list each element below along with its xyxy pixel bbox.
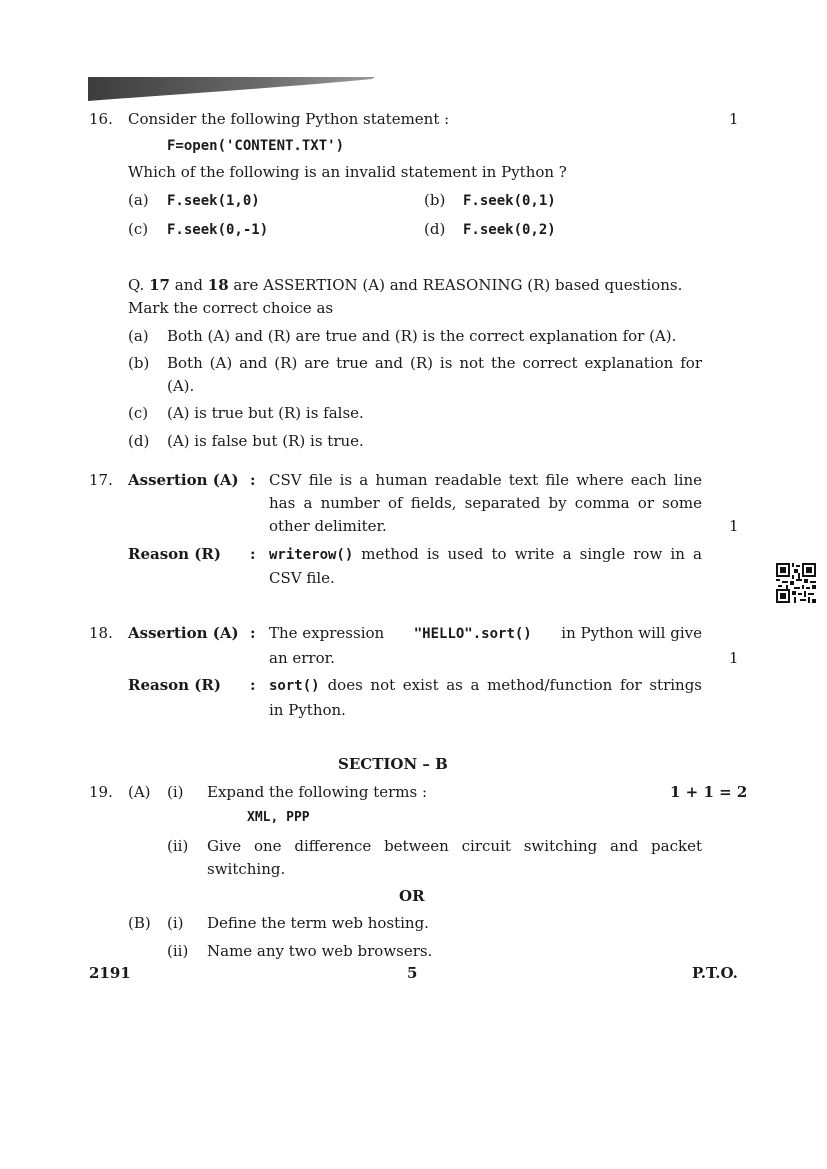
q18-reason-line2: in Python. [269,701,346,719]
q19-b-i-label: (i) [167,914,184,932]
q16-option-c-label: (c) [128,220,149,238]
q18-reason-code: sort() [269,678,320,694]
footer-pto: P.T.O. [692,964,738,982]
ar-choice-b-text-line1: Both (A) and (R) are true and (R) is not the correct explanation for [167,354,702,372]
ar-choice-c-text: (A) is true but (R) is false. [167,404,364,422]
q16-option-b-code: F.seek(0,1) [463,193,556,209]
q17-marks: 1 [729,517,739,535]
q16-code: F=open('CONTENT.TXT') [167,138,345,154]
q18-assertion-code: "HELLO".sort() [413,626,532,642]
q19-part-a-label: (A) [128,783,151,801]
ar-choice-b-label: (b) [128,354,150,372]
q16-option-d-code: F.seek(0,2) [463,222,556,238]
q18-marks: 1 [729,649,739,667]
q17-assertion-line2: has a number of fields, separated by comma or some [269,494,702,512]
q16-option-b-label: (b) [424,191,446,209]
q16-question: Which of the following is an invalid statement in Python ? [128,163,567,181]
q17-reason-text: method is used to write a single row in a [361,545,702,563]
q18-assertion-label: Assertion (A) [128,624,239,642]
q17-assertion-label: Assertion (A) [128,471,239,489]
q18-assertion-line2: an error. [269,649,335,667]
q19-terms: XML, PPP [247,810,310,825]
q17-number: 17. [89,471,113,489]
q18-reason-line1 [269,676,702,694]
q19-b-i-text: Define the term web hosting. [207,914,429,932]
q19-or: OR [399,887,425,905]
header-bar [88,77,375,101]
q19-marks: 1 + 1 = 2 [670,783,748,801]
q19-b-ii-text: Name any two web browsers. [207,942,433,960]
q18-assertion-post: in Python will give [561,624,702,642]
q18-assertion-line1 [269,624,702,642]
q17-assertion-colon: : [250,471,256,489]
q16-number: 16. [89,110,113,128]
q19-b-ii-label: (ii) [167,942,189,960]
q17-assertion-line1: CSV file is a human readable text file where each line [269,471,702,489]
q17-reason-line2: CSV file. [269,569,335,587]
ar-choice-c-label: (c) [128,404,149,422]
q17-reason-line1 [269,545,702,563]
q16-option-c-code: F.seek(0,-1) [167,222,269,238]
ar-choice-a-text: Both (A) and (R) are true and (R) is the correct explanation for (A). [167,327,677,345]
q18-number: 18. [89,624,113,642]
q17-assertion-line3: other delimiter. [269,517,387,535]
q19-number: 19. [89,783,113,801]
footer-page-number: 5 [407,964,418,982]
ar-intro-line2: Mark the correct choice as [128,299,334,317]
q19-a-ii-line1: Give one difference between circuit switching and packet [207,837,702,855]
ar-intro-line1: Q. 17 and 18 are ASSERTION (A) and REASONING (R) based questions. [128,276,683,294]
q18-reason-text: does not exist as a method/function for strings [327,676,702,694]
q17-reason-colon: : [250,545,256,563]
q17-reason-code: writerow() [269,547,354,563]
q19-a-ii-line2: switching. [207,860,286,878]
q16-option-d-label: (d) [424,220,446,238]
ar-choice-d-label: (d) [128,432,150,450]
q17-reason-label: Reason (R) [128,545,221,563]
q18-assertion-colon: : [250,624,256,642]
footer-paper-code: 2191 [89,964,131,982]
q16-option-a-code: F.seek(1,0) [167,193,260,209]
ar-choice-a-label: (a) [128,327,149,345]
ar-choice-d-text: (A) is false but (R) is true. [167,432,364,450]
q18-reason-label: Reason (R) [128,676,221,694]
qr-code [776,563,816,603]
q18-assertion-pre: The expression [269,624,385,642]
q19-a-i-text: Expand the following terms : [207,783,428,801]
q19-part-b-label: (B) [128,914,151,932]
section-b-title: SECTION – B [338,755,448,773]
ar-choice-b-text-line2: (A). [167,377,195,395]
q19-a-ii-label: (ii) [167,837,189,855]
q16-option-a-label: (a) [128,191,149,209]
q18-reason-colon: : [250,676,256,694]
q16-text: Consider the following Python statement : [128,110,450,128]
q19-a-i-label: (i) [167,783,184,801]
q16-marks: 1 [729,110,739,128]
